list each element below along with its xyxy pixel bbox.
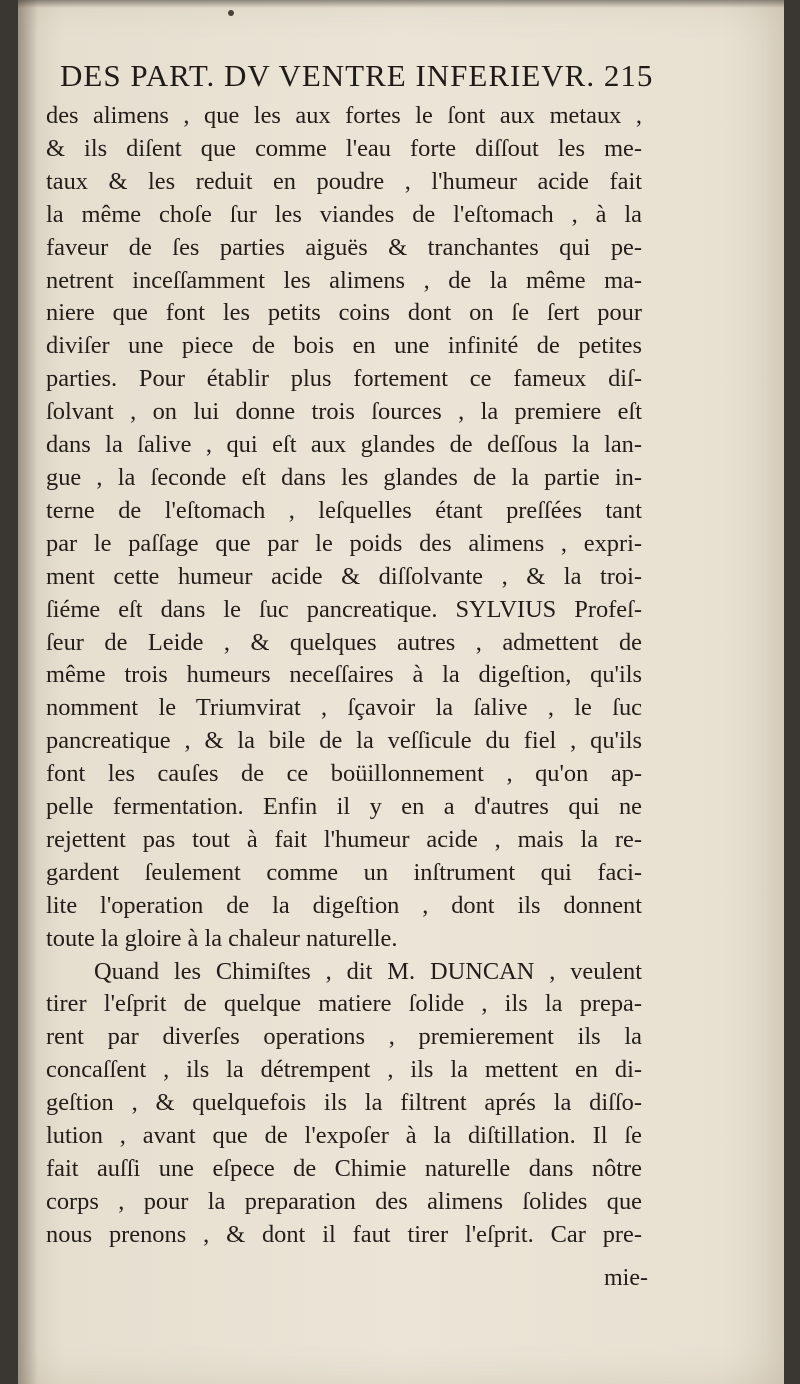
text-line: taux & les reduit en poudre , l'humeur acide fait: [46, 167, 642, 195]
text-line: gardent ſeulement comme un inſtrument qui faci-: [46, 858, 642, 886]
text-line: diviſer une piece de bois en une infinité de petites: [46, 332, 642, 360]
top-edge-shadow: [18, 0, 784, 8]
text-line-last: toute la gloire à la chaleur naturelle.: [46, 924, 398, 952]
ink-speck: [228, 10, 234, 16]
text-line: rejettent pas tout à fait l'humeur acide , mais la re-: [46, 825, 642, 853]
text-line: geſtion , & quelquefois ils la filtrent aprés la diſſo-: [46, 1089, 642, 1117]
text-line: netrent inceſſamment les alimens , de la même ma-: [46, 266, 642, 294]
text-line: & ils diſent que comme l'eau forte diſſout les me-: [46, 134, 642, 162]
body-text: [46, 100, 642, 1252]
text-line: parties. Pour établir plus fortement ce fameux diſ-: [46, 365, 642, 393]
text-line: pancreatique , & la bile de la veſſicule du fiel , qu'ils: [46, 727, 642, 755]
text-line: Quand les Chimiſtes , dit M. DUNCAN , veulent: [94, 957, 642, 985]
text-line: tirer l'eſprit de quelque matiere ſolide , ils la prepa-: [46, 990, 642, 1018]
running-header: DES PART. DV VENTRE INFERIEVR. 215: [60, 58, 654, 93]
text-line: font les cauſes de ce boüillonnement , qu'on ap-: [46, 760, 642, 788]
text-line: ſiéme eſt dans le ſuc pancreatique. SYLVIUS Profeſ-: [46, 595, 642, 623]
text-line: lite l'operation de la digeſtion , dont ils donnent: [46, 891, 642, 919]
text-line: par le paſſage que par le poids des alimens , expri-: [46, 529, 642, 557]
text-line: rent par diverſes operations , premierement ils la: [46, 1023, 642, 1051]
text-line: gue , la ſeconde eſt dans les glandes de la partie in-: [46, 463, 642, 491]
book-page: [18, 0, 784, 1384]
text-line: des alimens , que les aux fortes le ſont aux metaux ,: [46, 102, 642, 129]
text-line: concaſſent , ils la détrempent , ils la mettent en di-: [46, 1056, 642, 1084]
text-line: nomment le Triumvirat , ſçavoir la ſalive , le ſuc: [46, 694, 642, 722]
text-line: ſeur de Leide , & quelques autres , admettent de: [46, 628, 642, 656]
text-line: fait auſſi une eſpece de Chimie naturelle dans nôtre: [46, 1155, 642, 1182]
text-line: ment cette humeur acide & diſſolvante , & la troi-: [46, 562, 642, 590]
text-line: faveur de ſes parties aiguës & tranchantes qui pe-: [46, 233, 642, 261]
catchword: mie-: [604, 1265, 648, 1291]
spine-shadow: [18, 0, 38, 1384]
text-line: ſolvant , on lui donne trois ſources , la premiere eſt: [46, 398, 642, 426]
text-line: dans la ſalive , qui eſt aux glandes de deſſous la lan-: [46, 431, 642, 459]
text-line: corps , pour la preparation des alimens ſolides que: [46, 1187, 642, 1215]
text-line: pelle fermentation. Enfin il y en a d'autres qui ne: [46, 793, 642, 821]
text-line: lution , avant que de l'expoſer à la diſtillation. Il ſe: [46, 1122, 642, 1150]
text-line: même trois humeurs neceſſaires à la digeſtion, qu'ils: [46, 661, 642, 689]
text-line: terne de l'eſtomach , leſquelles étant preſſées tant: [46, 496, 642, 524]
text-line: la même choſe ſur les viandes de l'eſtomach , à la: [46, 200, 642, 228]
text-line: niere que font les petits coins dont on ſe ſert pour: [46, 299, 642, 327]
text-line: nous prenons , & dont il faut tirer l'eſprit. Car pre-: [46, 1220, 642, 1248]
